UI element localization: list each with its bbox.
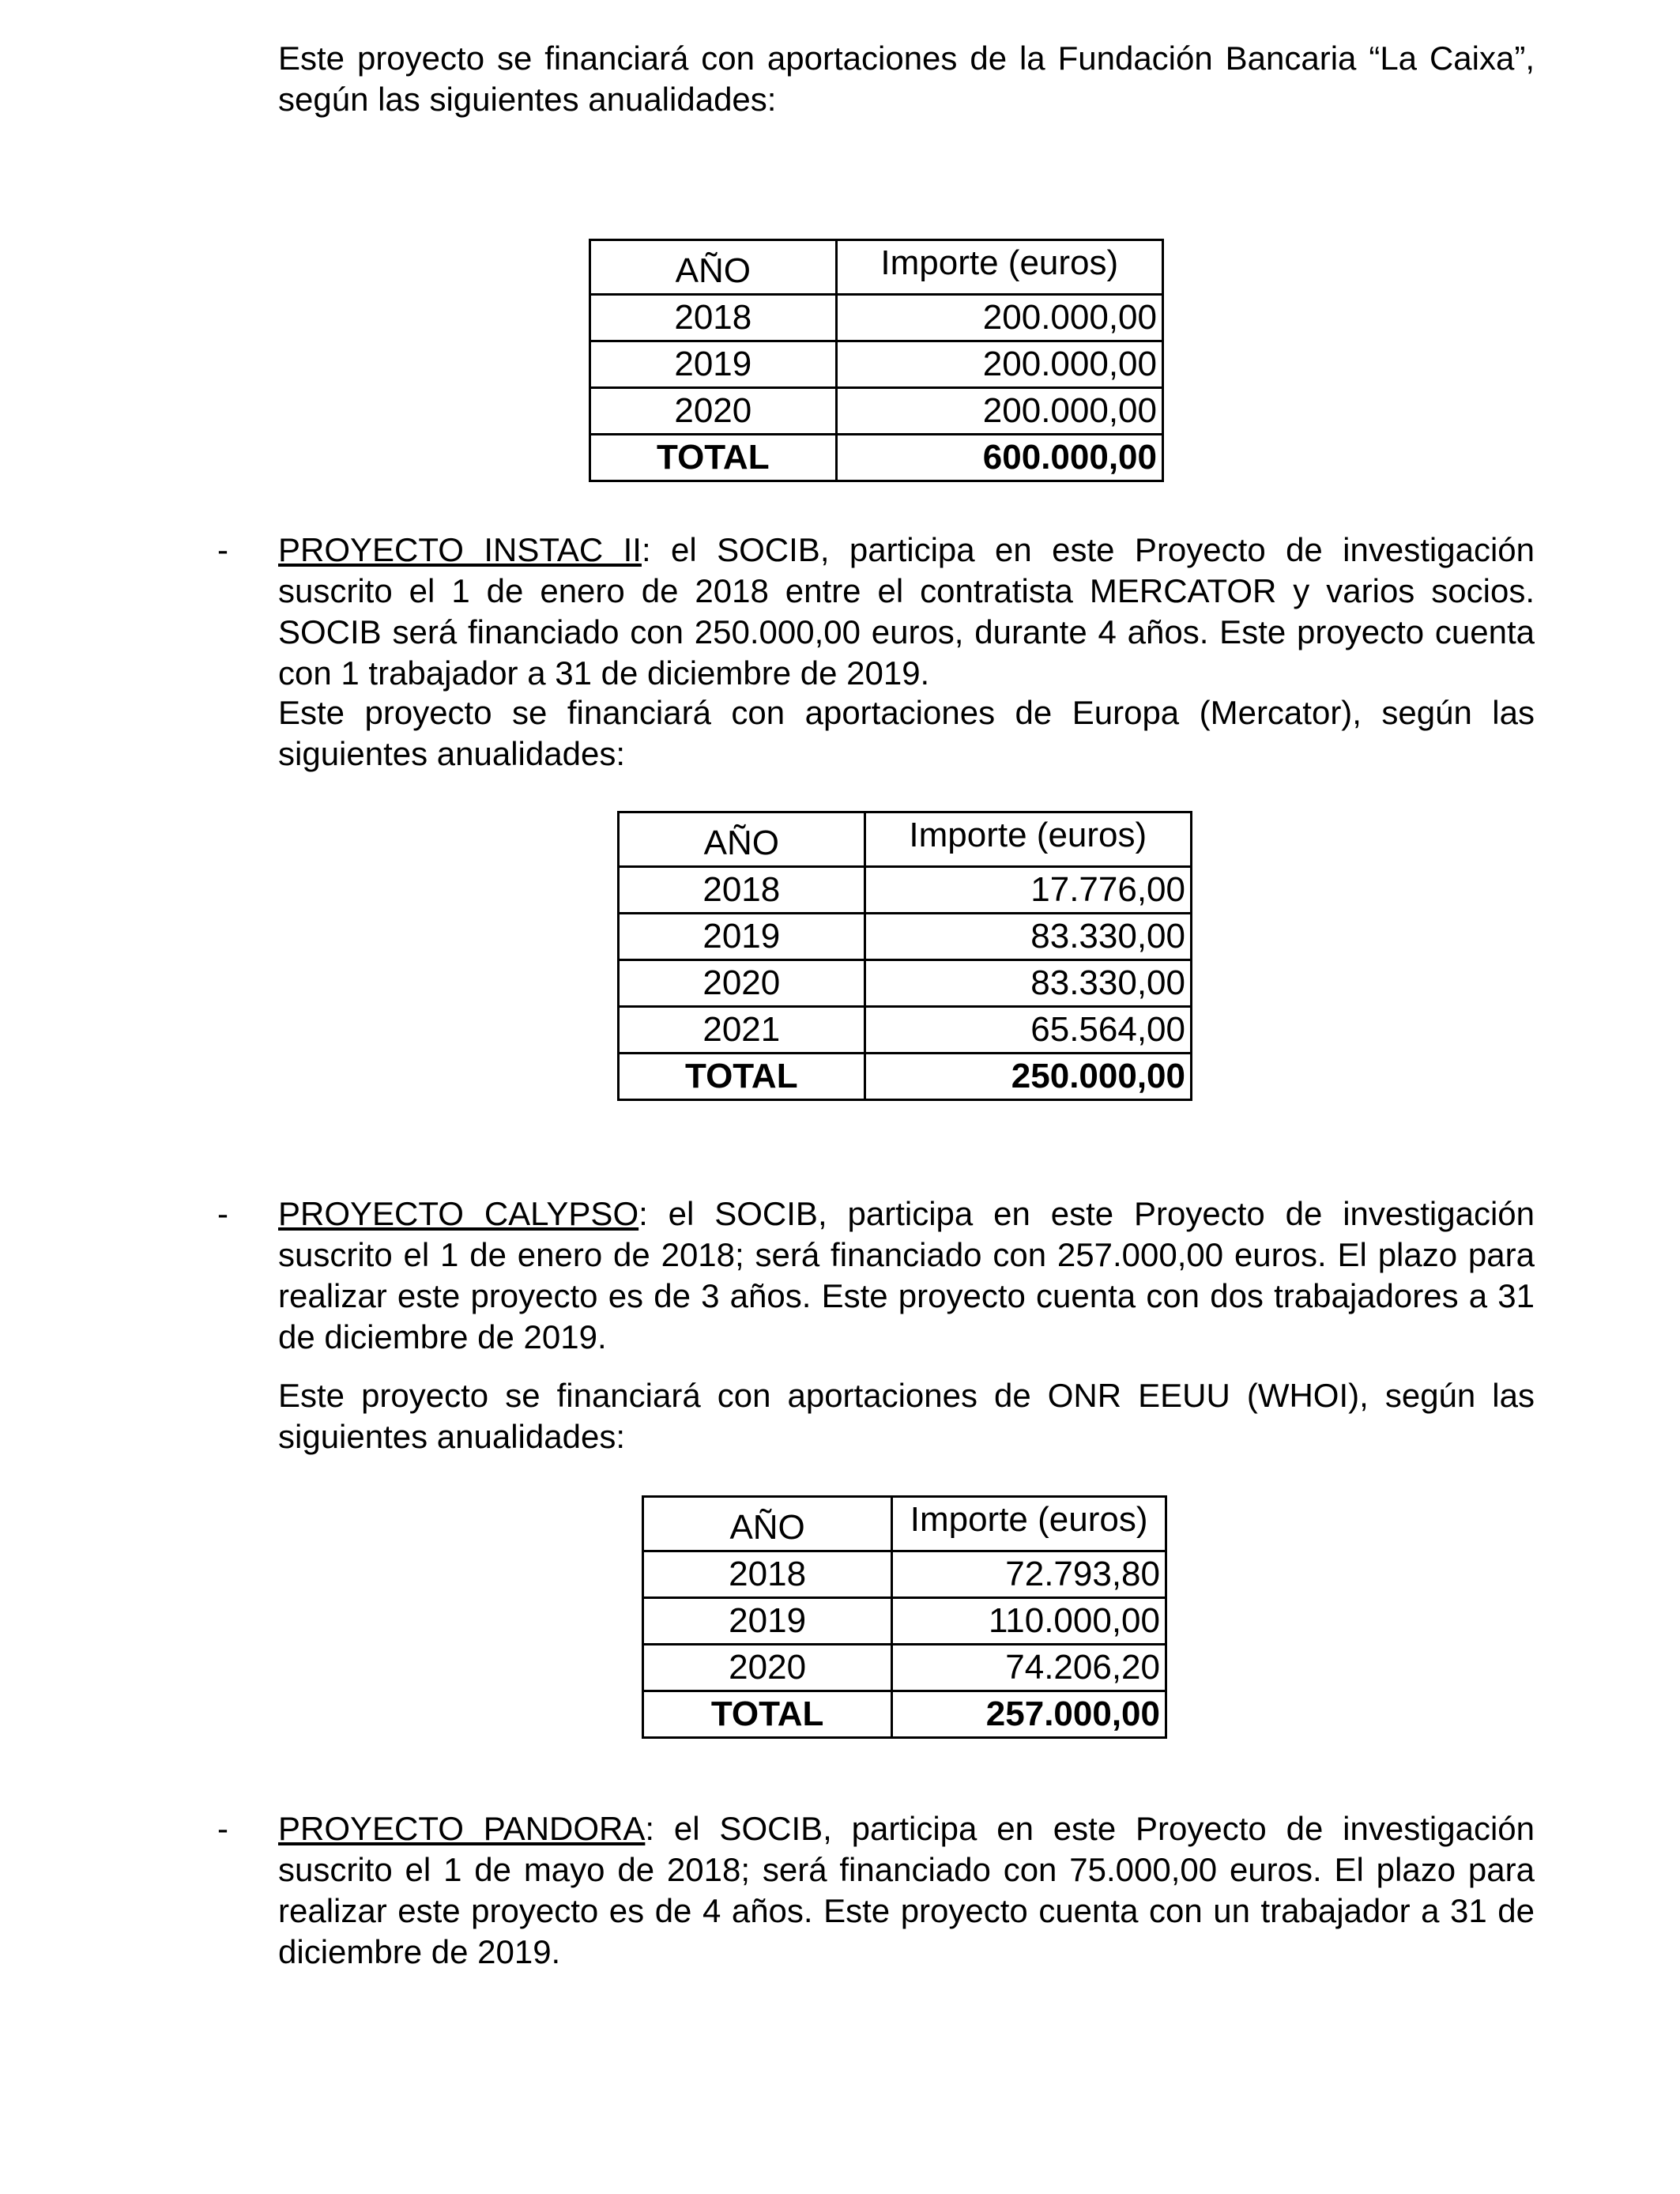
cell-amount: 83.330,00 [864, 960, 1191, 1007]
cell-amount: 200.000,00 [836, 295, 1162, 341]
cell-year: 2018 [643, 1551, 892, 1598]
funding-table-la-caixa [589, 239, 1164, 482]
cell-amount: 83.330,00 [864, 914, 1191, 960]
table-header-row [619, 812, 1192, 867]
table-row [590, 388, 1163, 435]
cell-amount: 65.564,00 [864, 1007, 1191, 1054]
cell-amount: 72.793,80 [892, 1551, 1166, 1598]
cell-amount: 200.000,00 [836, 341, 1162, 388]
project-name: PROYECTO INSTAC II [278, 531, 642, 568]
cell-year: 2020 [619, 960, 865, 1007]
table-row [643, 1598, 1166, 1645]
project-pandora-paragraph [278, 1808, 1535, 1973]
project-name: PROYECTO PANDORA [278, 1810, 646, 1847]
cell-amount: 200.000,00 [836, 388, 1162, 435]
header-year: AÑO [619, 812, 865, 867]
project-description: : el SOCIB, participa en este Proyecto de investigación suscrito el 1 de mayo de 2018; será financiado con 75.000,00 euros. El plazo para realizar este proyecto es de 4 años. Este proyecto cuenta con un trabajador a 31 de diciembre de 2019. [278, 1810, 1535, 1970]
header-year: AÑO [643, 1497, 892, 1551]
project-name: PROYECTO CALYPSO [278, 1195, 639, 1232]
table-total-row [590, 435, 1163, 481]
table-row [590, 341, 1163, 388]
table-header-row [590, 240, 1163, 295]
cell-amount: 74.206,20 [892, 1645, 1166, 1691]
table-row [619, 867, 1192, 914]
table-row [619, 914, 1192, 960]
cell-year: 2019 [619, 914, 865, 960]
cell-year: 2018 [619, 867, 865, 914]
table-total-row [643, 1691, 1166, 1738]
cell-amount: 17.776,00 [864, 867, 1191, 914]
funding-table-mercator [617, 811, 1192, 1101]
total-amount: 257.000,00 [892, 1691, 1166, 1738]
bullet-dash: - [217, 1810, 228, 1847]
table-row [643, 1645, 1166, 1691]
cell-amount: 110.000,00 [892, 1598, 1166, 1645]
project-description: : el SOCIB, participa en este Proyecto de investigación suscrito el 1 de enero de 2018; será financiado con 257.000,00 euros. El plazo para realizar este proyecto es de 3 años. Este proyecto cuenta con dos trabajadores a 31 de diciembre de 2019. [278, 1195, 1535, 1355]
header-amount: Importe (euros) [892, 1497, 1166, 1551]
cell-year: 2020 [590, 388, 837, 435]
table-row [590, 295, 1163, 341]
cell-year: 2018 [590, 295, 837, 341]
total-label: TOTAL [619, 1054, 865, 1100]
total-amount: 250.000,00 [864, 1054, 1191, 1100]
header-amount: Importe (euros) [836, 240, 1162, 295]
header-amount: Importe (euros) [864, 812, 1191, 867]
project-calypso-funding-text: Este proyecto se financiará con aportaciones de ONR EEUU (WHOI), según las siguientes anualidades: [278, 1377, 1535, 1455]
total-amount: 600.000,00 [836, 435, 1162, 481]
total-label: TOTAL [643, 1691, 892, 1738]
project-calypso-paragraph [278, 1193, 1535, 1358]
total-label: TOTAL [590, 435, 837, 481]
bullet-dash: - [217, 531, 228, 568]
project-instac-paragraph [278, 530, 1535, 694]
table-row [643, 1551, 1166, 1598]
table-row [619, 960, 1192, 1007]
header-year: AÑO [590, 240, 837, 295]
cell-year: 2021 [619, 1007, 865, 1054]
project-description: : el SOCIB, participa en este Proyecto de investigación suscrito el 1 de enero de 2018 entre el contratista MERCATOR y varios socios. SOCIB será financiado con 250.000,00 euros, durante 4 años. Este proyecto cuenta con 1 trabajador a 31 de diciembre de 2019. [278, 531, 1535, 692]
project-instac-funding-text: Este proyecto se financiará con aportaciones de Europa (Mercator), según las siguientes anualidades: [278, 694, 1535, 772]
table-total-row [619, 1054, 1192, 1100]
cell-year: 2019 [590, 341, 837, 388]
cell-year: 2020 [643, 1645, 892, 1691]
table-row [619, 1007, 1192, 1054]
funding-table-onr [642, 1495, 1167, 1739]
table-header-row [643, 1497, 1166, 1551]
cell-year: 2019 [643, 1598, 892, 1645]
bullet-dash: - [217, 1195, 228, 1232]
intro-paragraph: Este proyecto se financiará con aportaciones de la Fundación Bancaria “La Caixa”, según las siguientes anualidades: [278, 40, 1535, 118]
